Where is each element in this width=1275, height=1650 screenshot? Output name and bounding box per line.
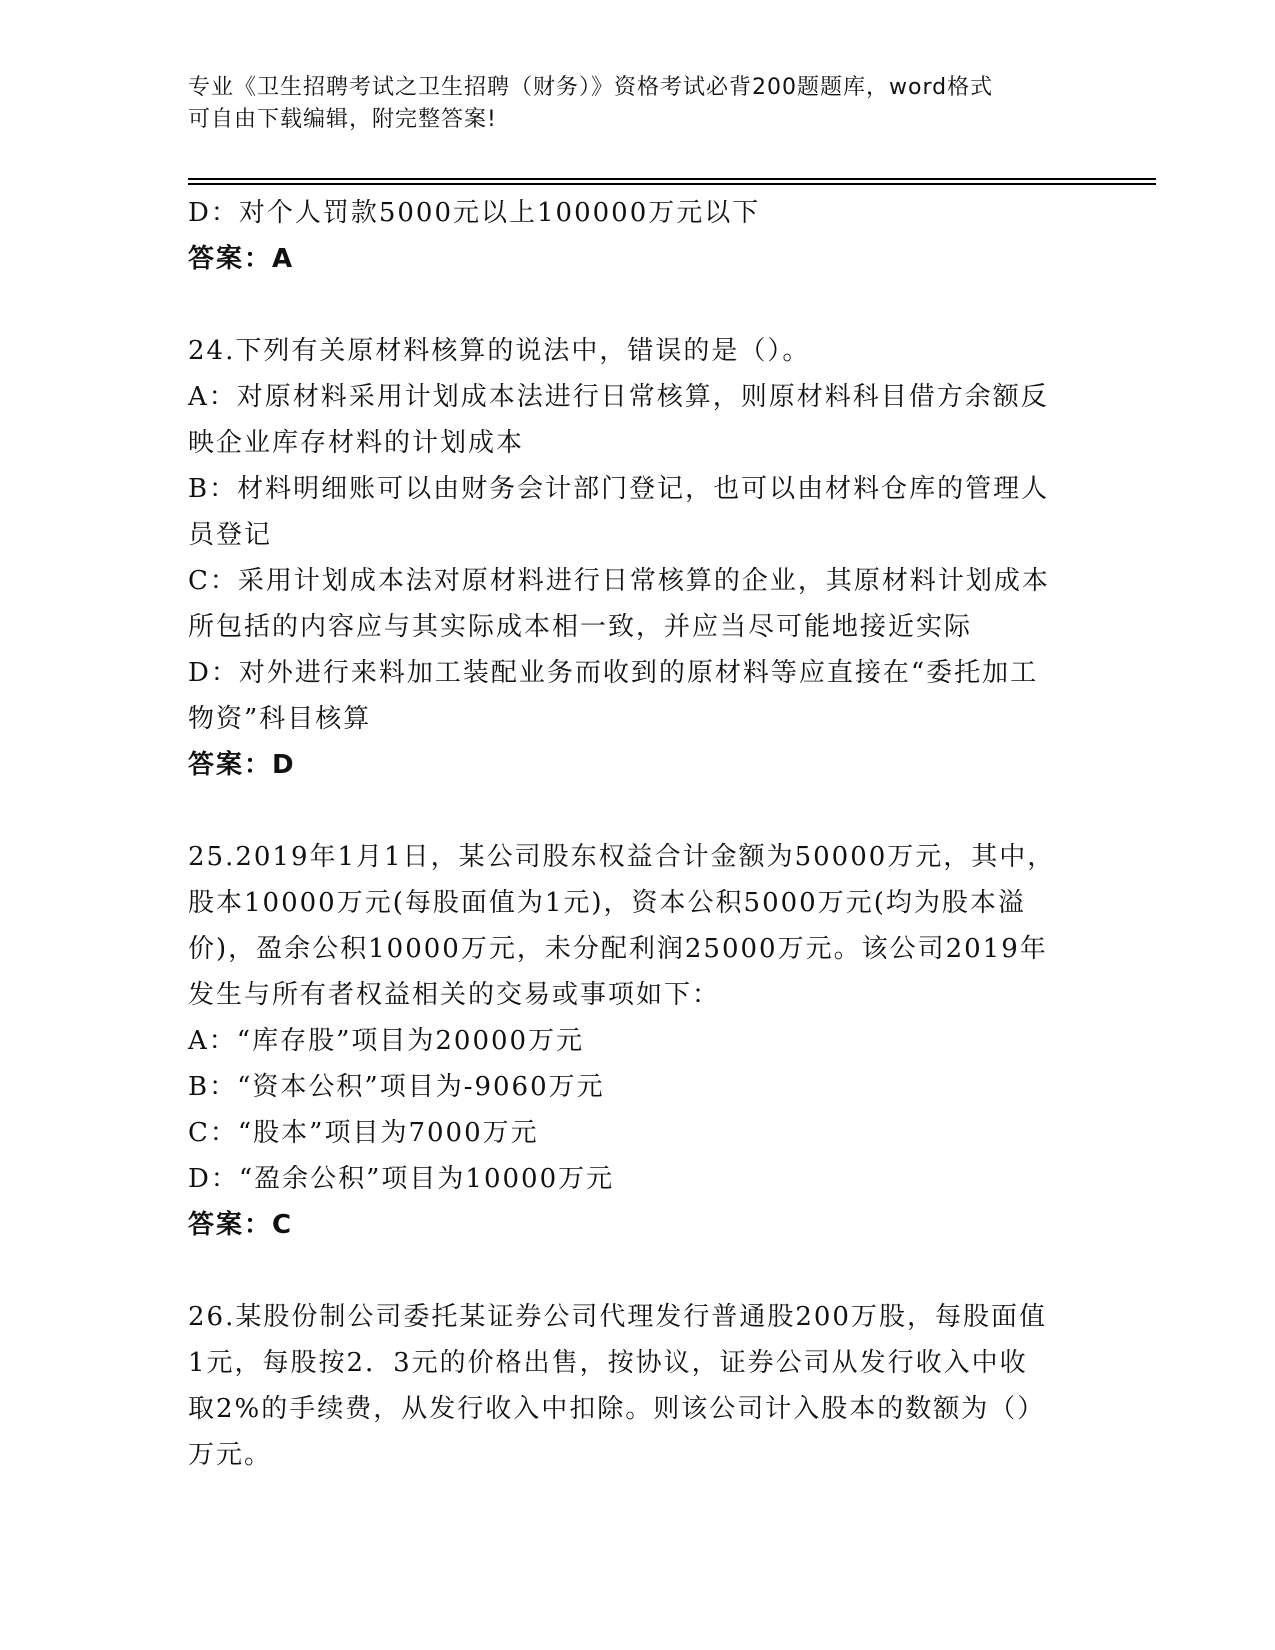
page-header (188, 72, 1088, 136)
q25-option-c: C：“股本”项目为7000万元 (188, 1118, 539, 1148)
q24-option-c-cont: 所包括的内容应与其实际成本相一致，并应当尽可能地接近实际 (188, 612, 973, 642)
header-line-2: 可自由下载编辑，附完整答案! (188, 107, 497, 132)
q26-stem: 26.某股份制公司委托某证券公司代理发行普通股200万股，每股面值 (188, 1302, 1047, 1332)
q25-option-a: A：“库存股”项目为20000万元 (188, 1026, 585, 1056)
q24-option-d-cont: 物资”科目核算 (188, 704, 372, 734)
q24-option-b: B：材料明细账可以由财务会计部门登记，也可以由材料仓库的管理人 (188, 474, 1050, 504)
q24-option-b-cont: 员登记 (188, 520, 273, 550)
spacer (188, 282, 1088, 328)
q24-option-d: D：对外进行来料加工装配业务而收到的原材料等应直接在“委托加工 (188, 658, 1039, 688)
q26-stem-cont-2: 取2%的手续费，从发行收入中扣除。则该公司计入股本的数额为（） (188, 1394, 1046, 1424)
q25-option-b: B：“资本公积”项目为-9060万元 (188, 1072, 605, 1102)
spacer (188, 1248, 1088, 1294)
header-divider-top (188, 178, 1156, 180)
q24-option-a: A：对原材料采用计划成本法进行日常核算，则原材料科目借方余额反 (188, 382, 1049, 412)
q24-answer: 答案：D (188, 750, 296, 780)
question-content (188, 190, 1088, 1478)
q26-stem-cont-1: 1元，每股按2．3元的价格出售，按协议，证券公司从发行收入中收 (188, 1348, 1028, 1378)
q24-option-c: C：采用计划成本法对原材料进行日常核算的企业，其原材料计划成本 (188, 566, 1050, 596)
header-line-1: 专业《卫生招聘考试之卫生招聘（财务）》资格考试必背200题题库，word格式 (188, 75, 994, 100)
prev-answer: 答案：A (188, 244, 295, 274)
q25-stem-cont-3: 发生与所有者权益相关的交易或事项如下： (188, 980, 721, 1010)
q25-stem-cont-2: 价)，盈余公积10000万元，未分配利润25000万元。该公司2019年 (188, 934, 1048, 964)
header-divider-bottom (188, 183, 1156, 185)
q25-answer: 答案：C (188, 1210, 294, 1240)
q25-stem-cont-1: 股本10000万元(每股面值为1元)，资本公积5000万元(均为股本溢 (188, 888, 1026, 918)
prev-option-d: D：对个人罚款5000元以上100000万元以下 (188, 198, 761, 228)
q25-option-d: D：“盈余公积”项目为10000万元 (188, 1164, 615, 1194)
q25-stem: 25.2019年1月1日，某公司股东权益合计金额为50000万元，其中， (188, 842, 1056, 872)
q24-stem: 24.下列有关原材料核算的说法中，错误的是（）。 (188, 336, 811, 366)
q24-option-a-cont: 映企业库存材料的计划成本 (188, 428, 525, 458)
spacer (188, 788, 1088, 834)
q26-stem-cont-3: 万元。 (188, 1440, 273, 1470)
